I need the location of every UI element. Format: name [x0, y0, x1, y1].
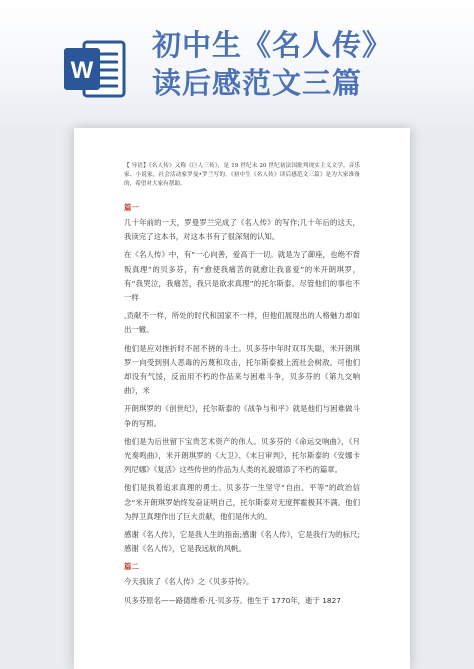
paragraph: 开朗琪罗的《创世纪》，托尔斯泰的《战争与和平》就是他们与困难做斗争的写照。: [124, 404, 360, 428]
svg-text:W: W: [70, 57, 94, 84]
title-line-2: 读后感范文三篇: [152, 66, 363, 100]
paragraph: 他们是为后世留下宝贵艺术资产的伟人。贝多芬的《命运交响曲》，《月光奏鸣曲》，米开朗琪罗的《大卫》、《末日审判》，托尔斯泰的《安娜卡列尼娜》《复活》这些传世的作品为人类的礼貌增添了不朽的篇章。: [124, 436, 360, 475]
paragraph: 他们是执着追求真理的勇士。贝多芬一生坚守“自由、平等”的政治信念“米开朗琪罗始终发奋证明自己，托尔斯泰对无度挥霍极其不满。他们为捍卫真理作出了巨大贡献，他们是伟大的。: [124, 483, 360, 521]
paragraph: 在《名人传》中，有“一心向善，爱高于一切。就是为了御座，也绝不背叛真理”的贝多芬，有“愈使我痛苦的就愈让我喜爱”的米开朗琪罗，有“我哭泣，我痛苦，我只是欲求真理”的托尔斯泰。尽管他们的事也不一样: [124, 250, 360, 303]
document-body: [124, 162, 360, 612]
page-title: [152, 26, 470, 102]
paragraph: 今天我读了《名人传》之《贝多芬传》。: [124, 577, 254, 587]
title-line-1: 初中生《名人传》: [152, 28, 393, 62]
paragraph: ,贡献不一样，所处的时代和国家不一样，但他们展现出的人格魅力却如出一辙。: [124, 311, 360, 335]
section-heading: 篇二: [124, 562, 139, 572]
paragraph: 几十年前的一天，罗曼罗兰完成了《名人传》的写作;几十年后的这天，我读完了这本书，对这本书有了很深刻的认知。: [124, 218, 360, 242]
paragraph: 贝多芬原名——路德维希·凡·贝多芬。他生于 1770年，逝于 1827: [124, 595, 342, 605]
paragraph: 感谢《名人传》，它是我人生的指南;感谢《名人传》，它是我行为的标尺;感谢《名人传》，它是我远航的风帆。: [124, 530, 360, 554]
guide-intro: 【 导语】《名人传》又称《巨人三传》，是 19 世纪末 20 世纪初法国批判现实主义文学、音乐家、小说家，社会活动家罗曼•罗兰写的。《初中生《名人传》读后感范文三篇》是为大家准备的，希望对大家有帮助。: [124, 163, 360, 187]
header-banner: [0, 0, 474, 128]
section-heading: 篇一: [124, 203, 139, 212]
word-document-icon: [62, 36, 128, 102]
document-page: [74, 128, 410, 669]
paragraph: 他们是应对挫折时不屈不挠的斗士。贝多芬中年时双耳失聪，米开朗琪罗一向受到别人恶毒的污蔑和攻击，托尔斯泰被上流社会树敌。可他们却没有气馁，反而用不朽的作品来与困难斗争，贝多芬的《第九交响曲》，米: [124, 343, 360, 396]
